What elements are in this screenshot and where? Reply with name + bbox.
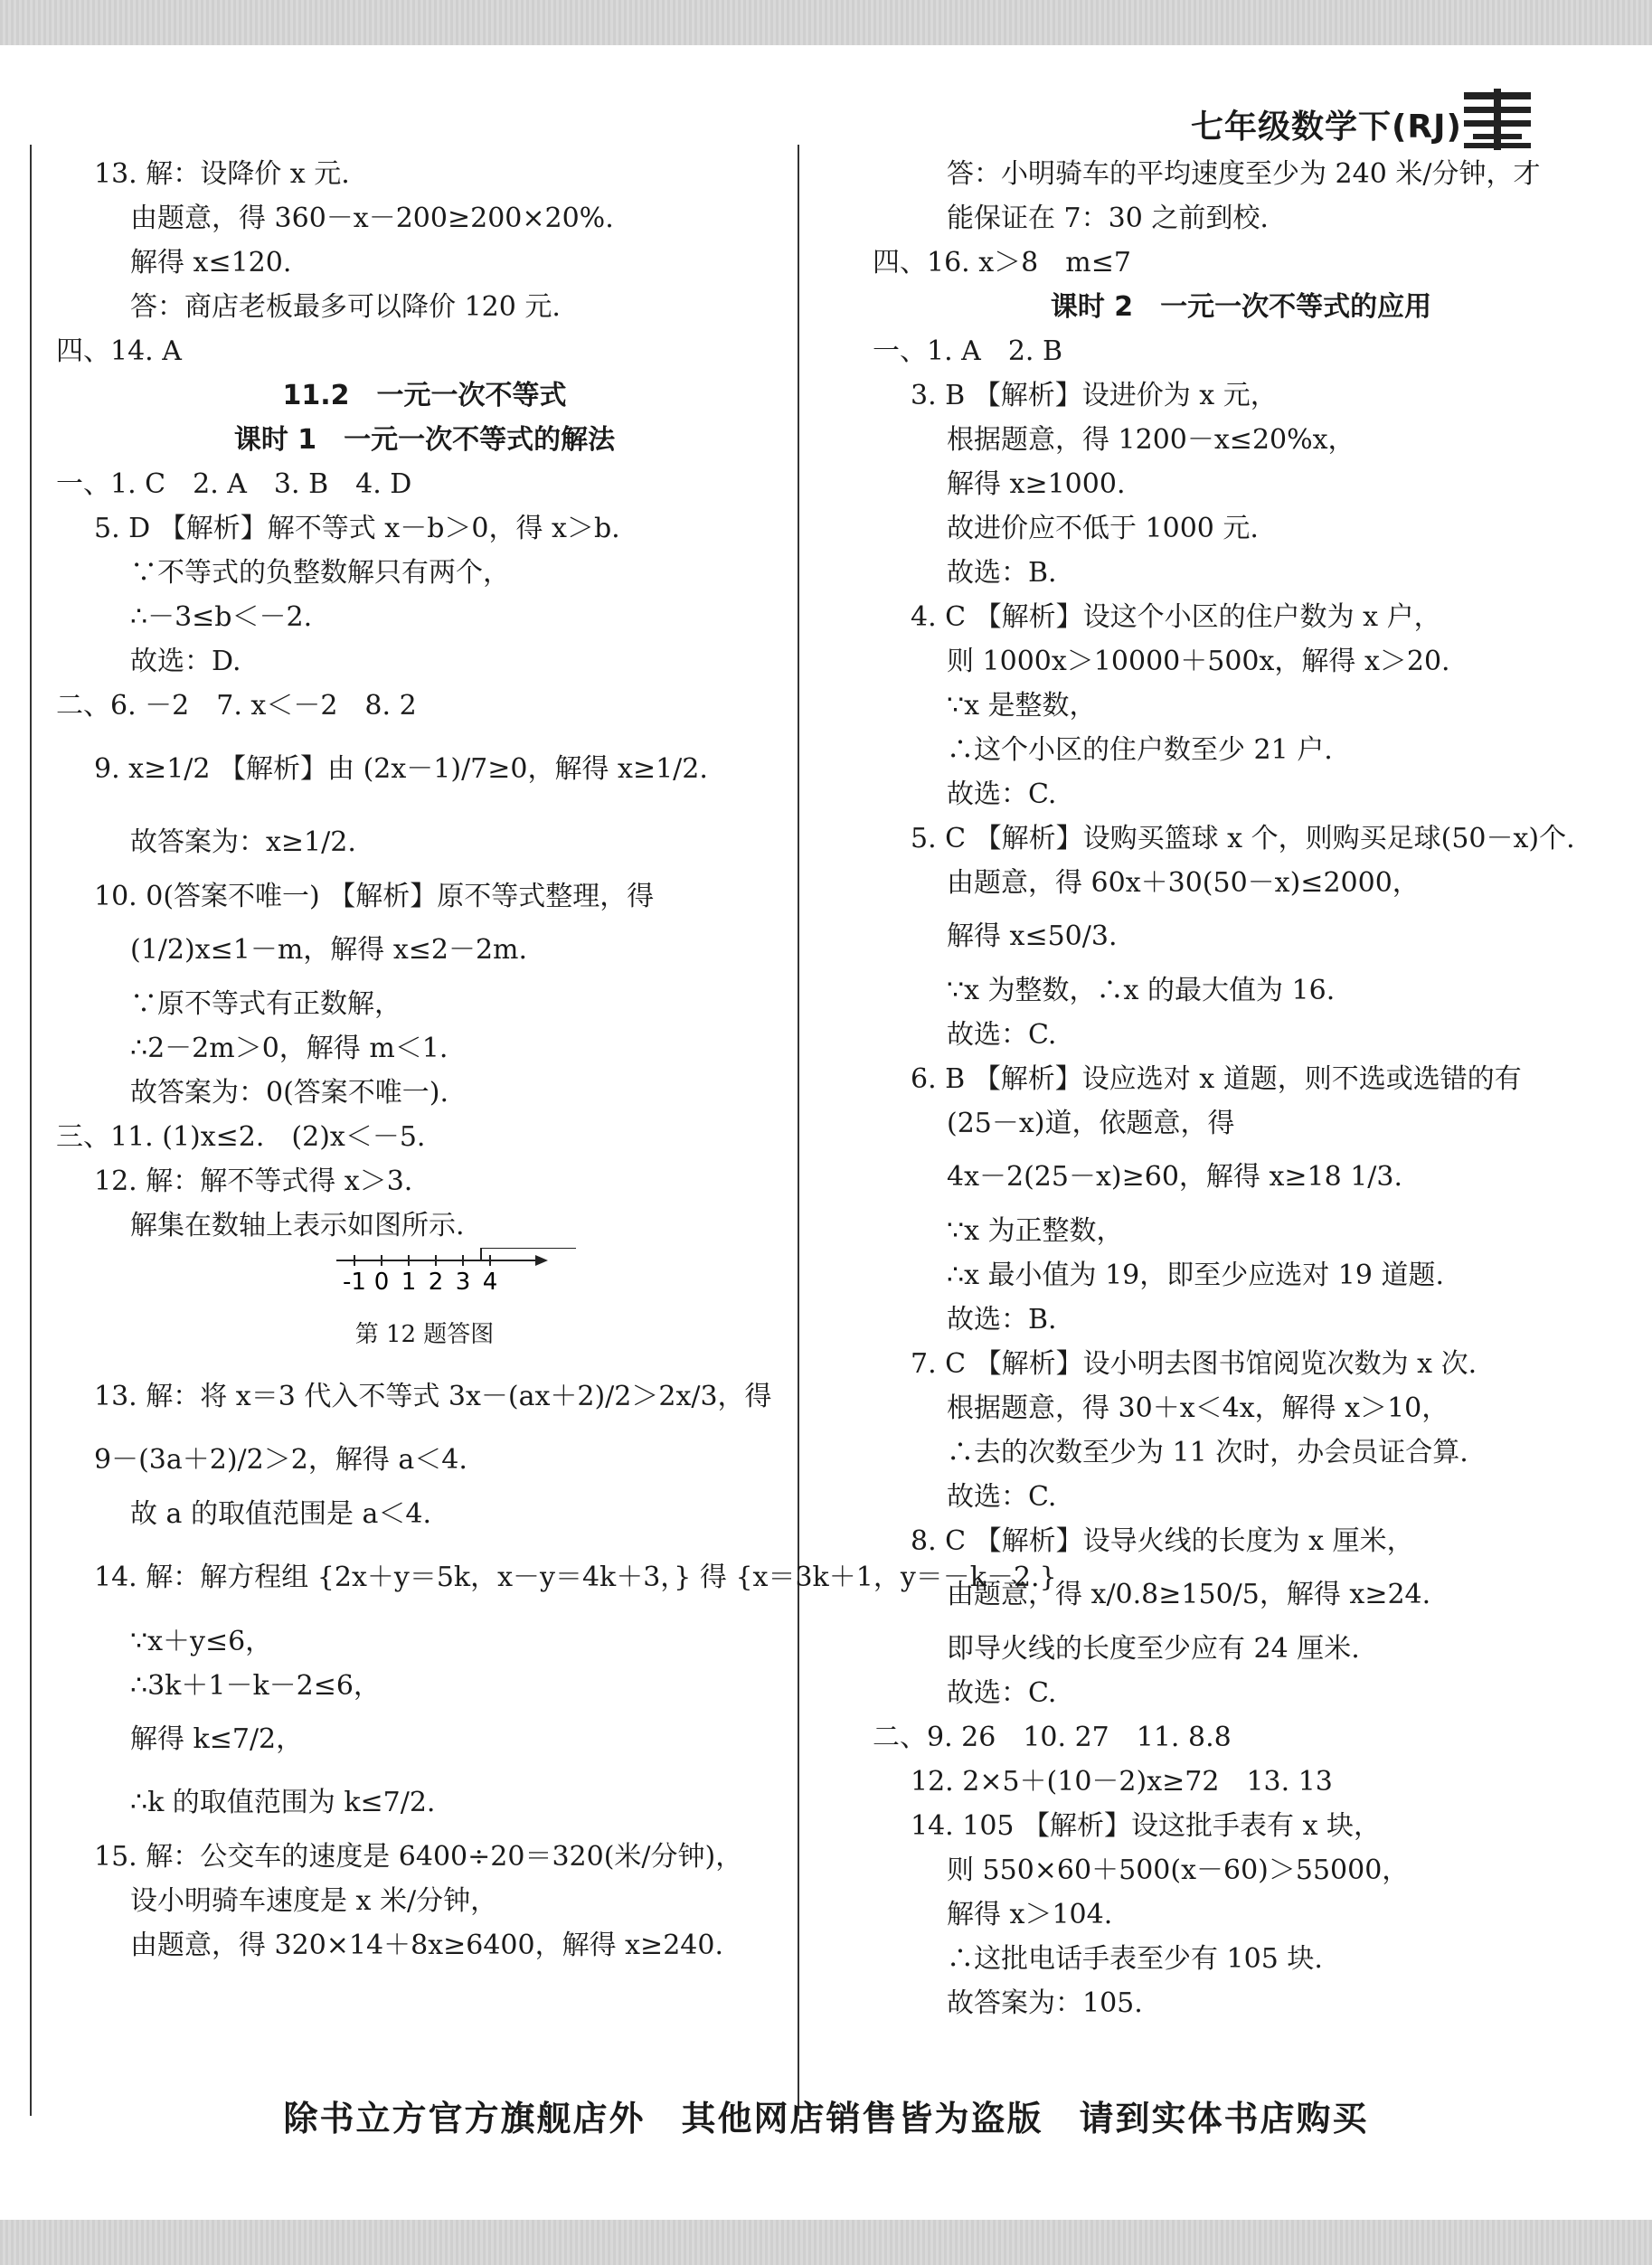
left2-line: 解得 k≤7/2， [130,1723,304,1755]
tick-label: 2 [428,1269,444,1296]
right-line: 故进价应不低于 1000 元. [947,513,1259,544]
right-line: 解得 x＞104. [947,1899,1113,1930]
left-line: 四、14. A [56,335,182,367]
right-line: 根据题意，得 1200－x≤20%x， [947,424,1355,456]
left-line: 解得 x≤120. [130,247,292,278]
right-line: ∴这批电话手表至少有 105 块. [947,1943,1323,1975]
right-line: ∵x 为整数，∴x 的最大值为 16. [947,975,1336,1006]
left-line: 13. 解：设降价 x 元. [94,158,350,190]
left2-line: ∴k 的取值范围为 k≤7/2. [130,1787,436,1818]
column-divider [798,145,799,2116]
left-margin-line [30,145,32,2116]
left-line: 故答案为：0(答案不唯一). [130,1077,449,1109]
tick-label: 3 [455,1269,471,1296]
left2-line: 15. 解：公交车的速度是 6400÷20＝320(米/分钟)， [94,1841,743,1873]
tick-label: 1 [401,1269,417,1296]
number-line-figure [56,1248,793,1311]
right-line: 故选：C. [947,1677,1057,1709]
tick-label: 4 [482,1269,498,1296]
right-line: 14. 105 【解析】设这批手表有 x 块， [911,1810,1382,1842]
left-line: 三、11. (1)x≤2. (2)x＜－5. [56,1121,426,1153]
left-line: 一、1. C 2. A 3. B 4. D [56,468,412,500]
right-line: 课时 2 一元一次不等式的应用 [1050,291,1432,323]
left-line: 故答案为：x≥1/2. [130,826,356,858]
tick-label: 0 [373,1269,390,1296]
right-line: 则 550×60＋500(x－60)＞55000， [947,1854,1410,1886]
left-line: 11.2 一元一次不等式 [282,380,567,411]
left-line: 答：商店老板最多可以降价 120 元. [130,291,561,323]
right-line: 则 1000x＞10000＋500x，解得 x＞20. [947,646,1450,677]
right-line: 4. C 【解析】设这个小区的住户数为 x 户， [911,601,1441,633]
left-line: ∴2－2m＞0，解得 m＜1. [130,1033,448,1064]
right-line: ∵x 是整数， [947,690,1097,722]
left-line: ∵原不等式有正数解， [130,988,401,1020]
left2-line: 设小明骑车速度是 x 米/分钟， [130,1885,498,1917]
right-line: 12. 2×5＋(10－2)x≥72 13. 13 [911,1766,1333,1798]
right-line: ∴这个小区的住户数至少 21 户. [947,734,1333,766]
figure-caption: 第 12 题答图 [354,1321,495,1348]
right-line: 解得 x≥1000. [947,468,1126,500]
left-line: ∴－3≤b＜－2. [130,601,313,633]
right-line: 能保证在 7：30 之前到校. [947,203,1269,234]
right-line: 故答案为：105. [947,1987,1143,2019]
top-scan-band [0,0,1652,45]
right-line: 由题意，得 60x＋30(50－x)≤2000， [947,867,1420,899]
left2-line: 14. 解：解方程组 {2x＋y＝5k，x－y＝4k＋3，} 得 {x＝3k＋1，y＝－k－2.} [94,1562,1057,1593]
right-line: 8. C 【解析】设导火线的长度为 x 厘米， [911,1525,1414,1557]
right-line: 6. B 【解析】设应选对 x 道题，则不选或选错的有 [911,1063,1522,1095]
left-line: 5. D 【解析】解不等式 x－b＞0，得 x＞b. [94,513,620,544]
right-line: 二、9. 26 10. 27 11. 8.8 [873,1722,1232,1753]
right-line: 解得 x≤50/3. [947,920,1118,952]
right-line: (25－x)道，依题意，得 [947,1108,1235,1139]
right-line: 故选：B. [947,1304,1057,1335]
right-line: 3. B 【解析】设进价为 x 元， [911,380,1278,411]
right-line: 故选：B. [947,557,1057,589]
right-line: 5. C 【解析】设购买篮球 x 个，则购买足球(50－x)个. [911,823,1575,854]
right-line: 由题意，得 x/0.8≥150/5，解得 x≥24. [947,1579,1431,1610]
left2-line: ∵x＋y≤6， [130,1626,273,1657]
left-line: 由题意，得 360－x－200≥200×20%. [130,203,614,234]
bottom-scan-band [0,2220,1652,2265]
book-logo-icon [1460,89,1534,150]
right-line: 故选：C. [947,779,1057,810]
left-line: 9. x≥1/2 【解析】由 (2x－1)/7≥0，解得 x≥1/2. [94,753,708,785]
right-line: 即导火线的长度至少应有 24 厘米. [947,1633,1360,1665]
left2-line: ∴3k＋1－k－2≤6， [130,1670,381,1702]
left-line: 12. 解：解不等式得 x＞3. [94,1166,413,1197]
right-line: 故选：C. [947,1481,1057,1513]
left-line: 故选：D. [130,646,241,677]
left2-line: 13. 解：将 x＝3 代入不等式 3x－(ax＋2)/2＞2x/3，得 [94,1381,772,1412]
page-header: 七年级数学下(RJ) [1190,109,1462,146]
right-line: 答：小明骑车的平均速度至少为 240 米/分钟，才 [947,158,1541,190]
left-line: 10. 0(答案不唯一) 【解析】原不等式整理，得 [94,881,655,912]
left2-line: 故 a 的取值范围是 a＜4. [130,1498,432,1530]
left2-line: 9－(3a＋2)/2＞2，解得 a＜4. [94,1444,467,1476]
tick-label: -1 [343,1269,366,1296]
left-line: 二、6. －2 7. x＜－2 8. 2 [56,690,417,722]
right-line: 故选：C. [947,1019,1057,1051]
left-line: (1/2)x≤1－m，解得 x≤2－2m. [130,934,528,966]
right-line: 根据题意，得 30＋x＜4x，解得 x＞10， [947,1392,1449,1424]
right-line: ∴去的次数至少为 11 次时，办会员证合算. [947,1437,1468,1468]
right-line: ∵x 为正整数， [947,1215,1124,1247]
left-line: ∵不等式的负整数解只有两个， [130,557,510,589]
anti-piracy-footer: 除书立方官方旗舰店外 其他网店销售皆为盗版 请到实体书店购买 [283,2099,1369,2138]
right-line: ∴x 最小值为 19，即至少应选对 19 道题. [947,1260,1445,1291]
right-line: 一、1. A 2. B [873,335,1063,367]
right-column [873,152,1610,2025]
right-line: 4x－2(25－x)≥60，解得 x≥18 1/3. [947,1161,1403,1193]
left2-line: 由题意，得 320×14＋8x≥6400，解得 x≥240. [130,1930,723,1961]
left-line: 解集在数轴上表示如图所示. [130,1210,465,1241]
right-line: 7. C 【解析】设小明去图书馆阅览次数为 x 次. [911,1348,1477,1380]
left-line: 课时 1 一元一次不等式的解法 [233,424,616,456]
right-line: 四、16. x＞8 m≤7 [873,247,1131,278]
